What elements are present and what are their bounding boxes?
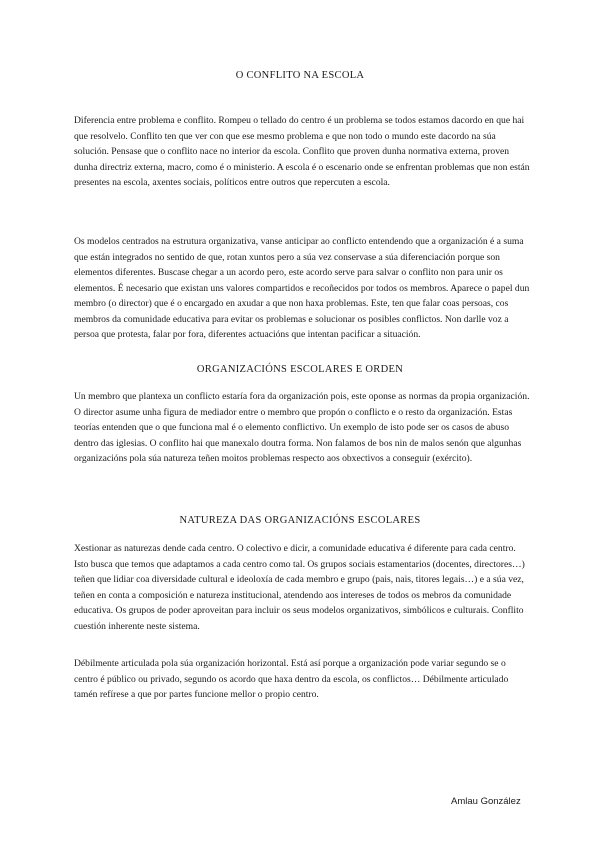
paragraph-text: Diferencia entre problema e conflito. Rompeu o tellado do centro é un problema se todos estamos dacordo en que hai que resolvelo. Conflito ten que ver con que ese mesmo problema e que non todo o mundo este dacordo na súa solución. Pensase que o conflito nace no interior da escola. Conflito que proven dunha normativa externa, proven dunha directriz externa, macro, como é o ministerio. A escola é o escenario onde se enfrentan problemas que non están presentes na escola, axentes sociais, políticos entre outros que repercuten a escola. bbox=[74, 115, 530, 188]
document-title: O CONFLITO NA ESCOLA bbox=[235, 70, 365, 81]
paragraph-organization-member bbox=[74, 389, 530, 467]
paragraph-conflict-definition bbox=[74, 113, 530, 191]
paragraph-text: Un membro que plantexa un conflicto estaría fora da organización pois, este oponse as normas da propia organización. O director asume unha figura de mediador entre o membro que propón o conflicto e o resto da organización. Estas teorías entenden que o que funciona mal é o elemento conflictivo. Un exemplo de isto pode ser os casos de abuso dentro das iglesias. O conflito hai que manexalo doutra forma. Non falamos de bos nin de malos senón que algunhas organizacións pola súa natureza teñen moitos problemas respecto aos obxectivos a conseguir (exército). bbox=[74, 391, 530, 464]
paragraph-text: Débilmente articulada pola súa organización horizontal. Está así porque a organización pode variar segundo se o centro é público ou privado, segundo os acordo que haxa dentro da escola, os conflictos… Débilmente articulado tamén refírese a que por partes funcione mellor o propio centro. bbox=[74, 658, 509, 700]
author-signature: Amlau González bbox=[451, 796, 521, 807]
paragraph-text: Xestionar as naturezas dende cada centro. O colectivo e dicir, a comunidade educativa é diferente para cada centro. Isto busca que temos que adaptamos a cada centro como tal. Os grupos sociais estamentarios (docentes, directores…) teñen que lidiar coa diversidade cultural e ideoloxía de cada membro e grupo (pais, nais, titores legais…) e a súa vez, teñen en conta a composición e natureza institucional, atendendo aos intereses de todos os mebros da comunidade educativa. Os grupos de poder aproveitan para incluir os seus modelos organizativos, simbólicos e culturais. Conflito cuestión inherente neste sistema. bbox=[74, 543, 525, 632]
paragraph-nature-management bbox=[74, 541, 530, 634]
paragraph-loosely-coupled bbox=[74, 656, 530, 703]
paragraph-text: Os modelos centrados na estrutura organizativa, vanse anticipar ao conflicto entendendo que a organización é a suma que están integrados no sentido de que, rotan xuntos pero a súa vez conservase a súa diferenciación porque son elementos diferentes. Buscase chegar a un acordo pero, este acordo serve para salvar o conflito non para unir os elementos. É necesario que existan uns valores compartidos e recoñecidos por todos os membros. Aparece o papel dun membro (o director) que é o encargado en axudar a que non haxa problemas. Este, ten que falar coas persoas, cos membros da comunidade educativa para evitar os problemas e solucionar os posibles conflictos. Non darlle voz a persoa que protesta, falar por fora, diferentes actuacións que intentan pacificar a situación. bbox=[74, 236, 530, 340]
section-heading-organizations-order: ORGANIZACIÓNS ESCOLARES E ORDEN bbox=[196, 364, 404, 375]
paragraph-structural-models bbox=[74, 234, 530, 343]
section-heading-nature-organizations: NATUREZA DAS ORGANIZACIÓNS ESCOLARES bbox=[179, 515, 421, 526]
